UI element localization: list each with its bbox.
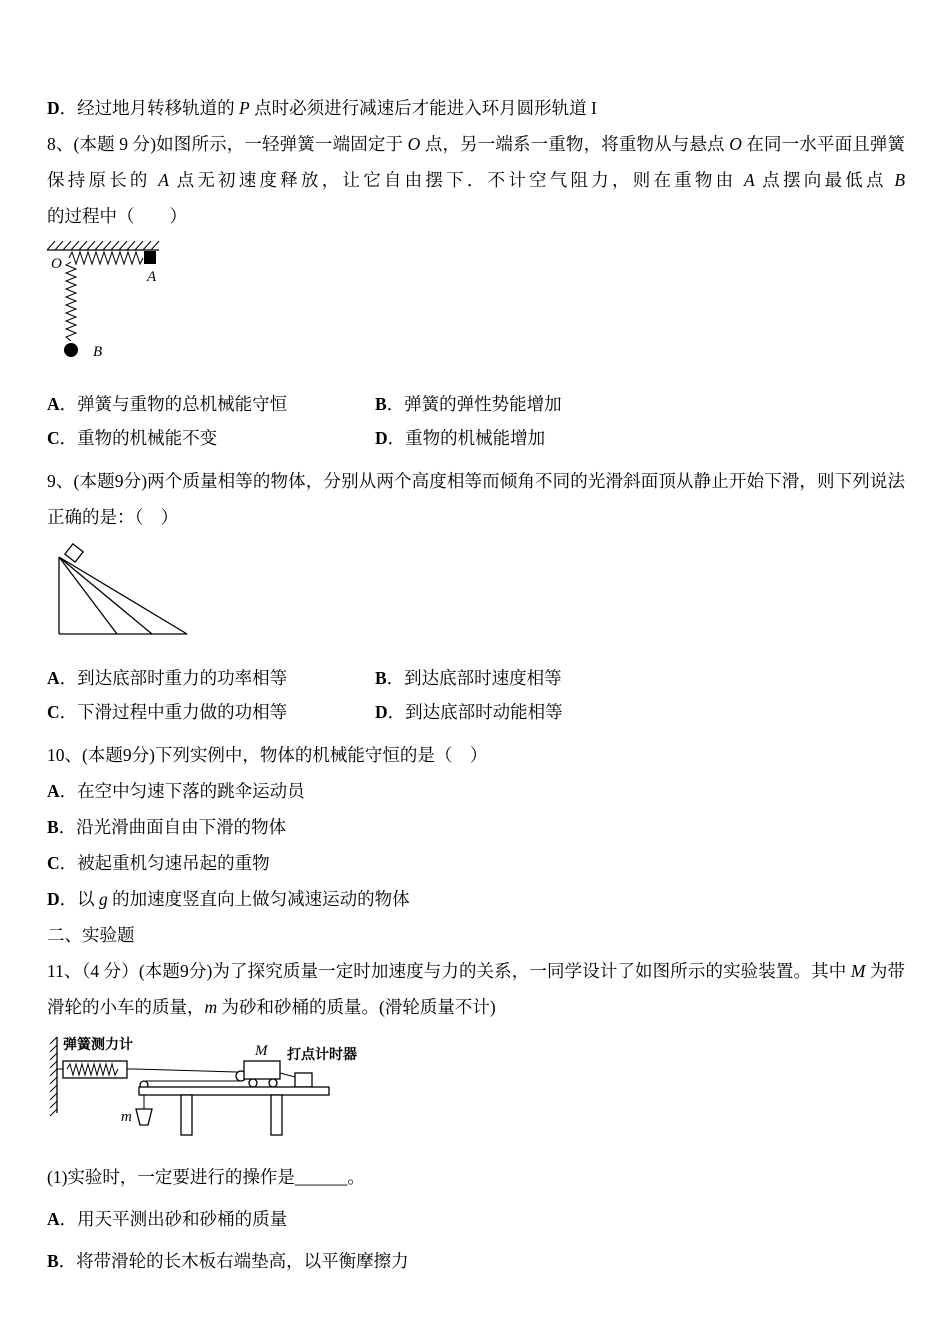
vertical-spring-icon <box>66 262 76 341</box>
q10-option-b: B．沿光滑曲面自由下滑的物体 <box>47 817 287 837</box>
string-top <box>135 1069 237 1072</box>
q9-options <box>47 661 905 729</box>
q10-stem: 10、(本题9分)下列实例中，物体的机械能守恒的是（ ） <box>47 745 488 765</box>
dot-timer-label: 打点计时器 <box>287 1046 357 1062</box>
q10-option-a: A．在空中匀速下落的跳伞运动员 <box>47 781 305 801</box>
q11-option-b: B．将带滑轮的长木板右端垫高，以平衡摩擦力 <box>47 1251 409 1271</box>
point-b-label: B <box>93 344 103 360</box>
table-leg-left-icon <box>181 1095 192 1135</box>
point-o-label: O <box>51 256 62 272</box>
q8-options <box>47 387 905 455</box>
q9-stem: 9、(本题9分)两个质量相等的物体，分别从两个高度相等而倾角不同的光滑斜面顶从静止开始下滑，则下列说法正确的是：（ ） <box>47 471 905 527</box>
wall-hatch-icon <box>50 1037 57 1116</box>
q9-option-b: B．到达底部时速度相等 <box>375 668 562 688</box>
q9-option-c: C．下滑过程中重力做的功相等 <box>47 702 288 722</box>
q8-figure <box>47 238 905 373</box>
block-a-icon <box>144 251 156 264</box>
q9-option-a: A．到达底部时重力的功率相等 <box>47 668 288 688</box>
cart-mass-label: M <box>255 1043 268 1059</box>
cart-wheel-left-icon <box>249 1079 257 1087</box>
q11-option-a: A．用天平测出砂和砂桶的质量 <box>47 1209 288 1229</box>
ceiling-hatch-icon <box>47 241 159 250</box>
dot-timer-icon <box>295 1073 312 1087</box>
experiment-setup-diagram <box>47 1031 387 1143</box>
q10-option-d: D．以 g 的加速度竖直向上做匀减速运动的物体 <box>47 889 410 909</box>
q8-stem: 8、(本题 9 分)如图所示，一轻弹簧一端固定于 O 点，另一端系一重物，将重物从与悬点 O 在同一水平面且弹簧保持原长的 A 点无初速度释放，让它自由摆下．不计空气阻力，则在重物由 A 点摆向最低点 B 的过程中（ ） <box>47 134 906 226</box>
tape-line <box>280 1073 295 1077</box>
table-top-icon <box>139 1087 329 1095</box>
q8-option-c: C．重物的机械能不变 <box>47 428 218 448</box>
section-2-title: 二、实验题 <box>47 925 135 945</box>
ball-b-icon <box>64 343 78 357</box>
q7-option-d: D．经过地月转移轨道的 P 点时必须进行减速后才能进入环月圆形轨道 I <box>47 98 597 118</box>
q8-option-b: B．弹簧的弹性势能增加 <box>375 394 562 414</box>
q10-option-c: C．被起重机匀速吊起的重物 <box>47 853 270 873</box>
q8-option-d: D．重物的机械能增加 <box>375 428 546 448</box>
spring-gauge-label: 弹簧测力计 <box>63 1036 133 1052</box>
q8-option-a: A．弹簧与重物的总机械能守恒 <box>47 394 288 414</box>
bucket-mass-label: m <box>121 1109 132 1125</box>
incline-diagram <box>47 539 247 639</box>
table-leg-right-icon <box>271 1095 282 1135</box>
q9-figure <box>47 539 905 639</box>
cart-wheel-right-icon <box>269 1079 277 1087</box>
q11-stem: 11、（4 分）(本题9分)为了探究质量一定时加速度与力的关系，一同学设计了如图所示的实验装置。其中 M 为带滑轮的小车的质量，m 为砂和砂桶的质量。(滑轮质量不计) <box>47 961 905 1017</box>
q11-part1: (1)实验时，一定要进行的操作是______。 <box>47 1167 365 1187</box>
incline-triangle-icon <box>59 557 187 634</box>
point-a-label: A <box>147 269 157 285</box>
horizontal-spring-icon <box>69 252 143 264</box>
sliding-block-icon <box>65 544 83 562</box>
cart-icon <box>244 1061 280 1079</box>
q11-figure <box>47 1031 905 1143</box>
q9-option-d: D．到达底部时动能相等 <box>375 702 563 722</box>
bucket-icon <box>136 1109 152 1125</box>
spring-pendulum-diagram <box>47 238 267 373</box>
